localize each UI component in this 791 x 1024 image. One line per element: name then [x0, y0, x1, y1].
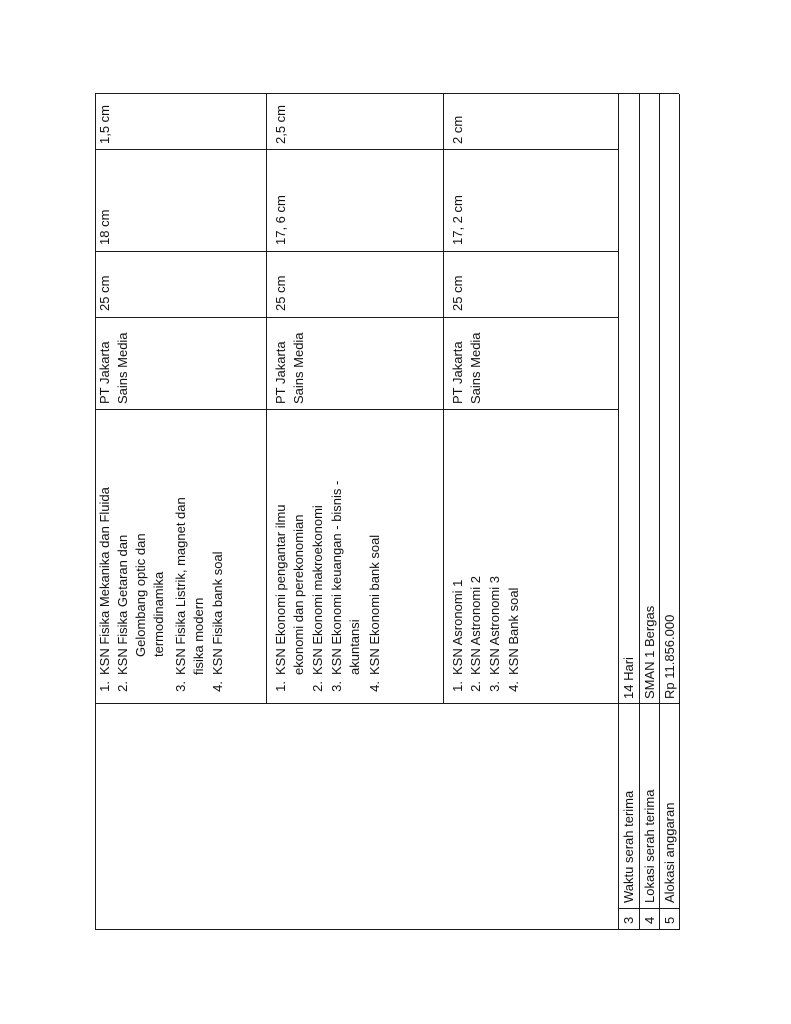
row-value: SMAN 1 Bergas — [642, 605, 657, 699]
list-item-text: KSN Astronomi 3 — [487, 576, 502, 675]
thickness-cell: 2 cm — [450, 115, 465, 144]
row-number: 3 — [621, 916, 636, 924]
list-number: 4. — [210, 681, 225, 692]
publisher-line: PT Jakarta — [273, 341, 288, 404]
list-item-text: KSN Ekonomi pengantar ilmu — [273, 504, 288, 675]
row-value: 14 Hari — [621, 657, 636, 699]
row-label: Alokasi anggaran — [662, 802, 677, 903]
list-number: 1. — [450, 681, 465, 692]
width-cell: 17, 6 cm — [273, 195, 288, 245]
width-cell: 18 cm — [97, 209, 112, 245]
col-divider — [95, 409, 618, 410]
publisher-line: PT Jakarta — [97, 341, 112, 404]
list-item-text: KSN Ekonomi bank soal — [367, 534, 382, 675]
thickness-cell: 2,5 cm — [273, 104, 288, 144]
list-number: 4. — [506, 681, 521, 692]
col-divider — [95, 317, 618, 318]
list-number: 2. — [468, 681, 483, 692]
col-divider — [95, 703, 679, 704]
list-number: 2. — [115, 681, 130, 692]
list-number: 2. — [310, 681, 325, 692]
list-item-text: Gelombang optic dan — [133, 533, 148, 657]
list-item-text: KSN Astronomi 2 — [468, 576, 483, 675]
list-item-text: KSN Fisika bank soal — [210, 551, 225, 675]
row-label: Waktu serah terima — [621, 790, 636, 903]
list-item-text: KSN Asronomi 1 — [450, 579, 465, 675]
publisher-line: Sains Media — [291, 332, 306, 404]
thickness-cell: 1,5 cm — [97, 104, 112, 144]
list-item-text: KSN Ekonomi keuangan - bisnis - — [329, 480, 344, 675]
table-border-bottom — [679, 94, 680, 930]
list-item-text: termodinamika — [151, 571, 166, 657]
list-item-text: fisika modern — [191, 597, 206, 675]
table-border-right — [95, 93, 679, 94]
table-border-left — [95, 929, 679, 930]
list-number: 3. — [487, 681, 502, 692]
length-cell: 25 cm — [273, 275, 288, 311]
row-divider — [618, 94, 619, 930]
row-value: Rp 11.856.000 — [662, 614, 677, 699]
col-divider — [95, 251, 618, 252]
width-cell: 17, 2 cm — [450, 195, 465, 245]
list-number: 1. — [273, 681, 288, 692]
row-number: 4 — [642, 916, 657, 924]
list-item-text: ekonomi dan perekonomian — [291, 514, 306, 675]
list-item-text: KSN Ekonomi makroekonomi — [310, 505, 325, 675]
row-divider — [659, 94, 660, 930]
row-number: 5 — [662, 916, 677, 924]
length-cell: 25 cm — [97, 275, 112, 311]
publisher-line: Sains Media — [468, 332, 483, 404]
length-cell: 25 cm — [450, 275, 465, 311]
row-divider — [266, 94, 267, 704]
row-divider — [639, 94, 640, 930]
col-divider — [95, 149, 618, 150]
row-divider — [443, 94, 444, 704]
list-item-text: KSN Fisika Listrik, magnet dan — [173, 497, 188, 675]
publisher-line: PT Jakarta — [450, 341, 465, 404]
list-item-text: KSN Fisika Mekanika dan Fluida — [97, 487, 112, 675]
list-number: 3. — [329, 681, 344, 692]
col-divider — [618, 908, 679, 909]
list-number: 1. — [97, 681, 112, 692]
list-number: 3. — [173, 681, 188, 692]
list-number: 4. — [367, 681, 382, 692]
publisher-line: Sains Media — [115, 332, 130, 404]
list-item-text: akuntansi — [347, 619, 362, 675]
list-item-text: KSN Bank soal — [506, 587, 521, 675]
row-label: Lokasi serah terima — [642, 789, 657, 903]
list-item-text: KSN Fisika Getaran dan — [115, 534, 130, 675]
